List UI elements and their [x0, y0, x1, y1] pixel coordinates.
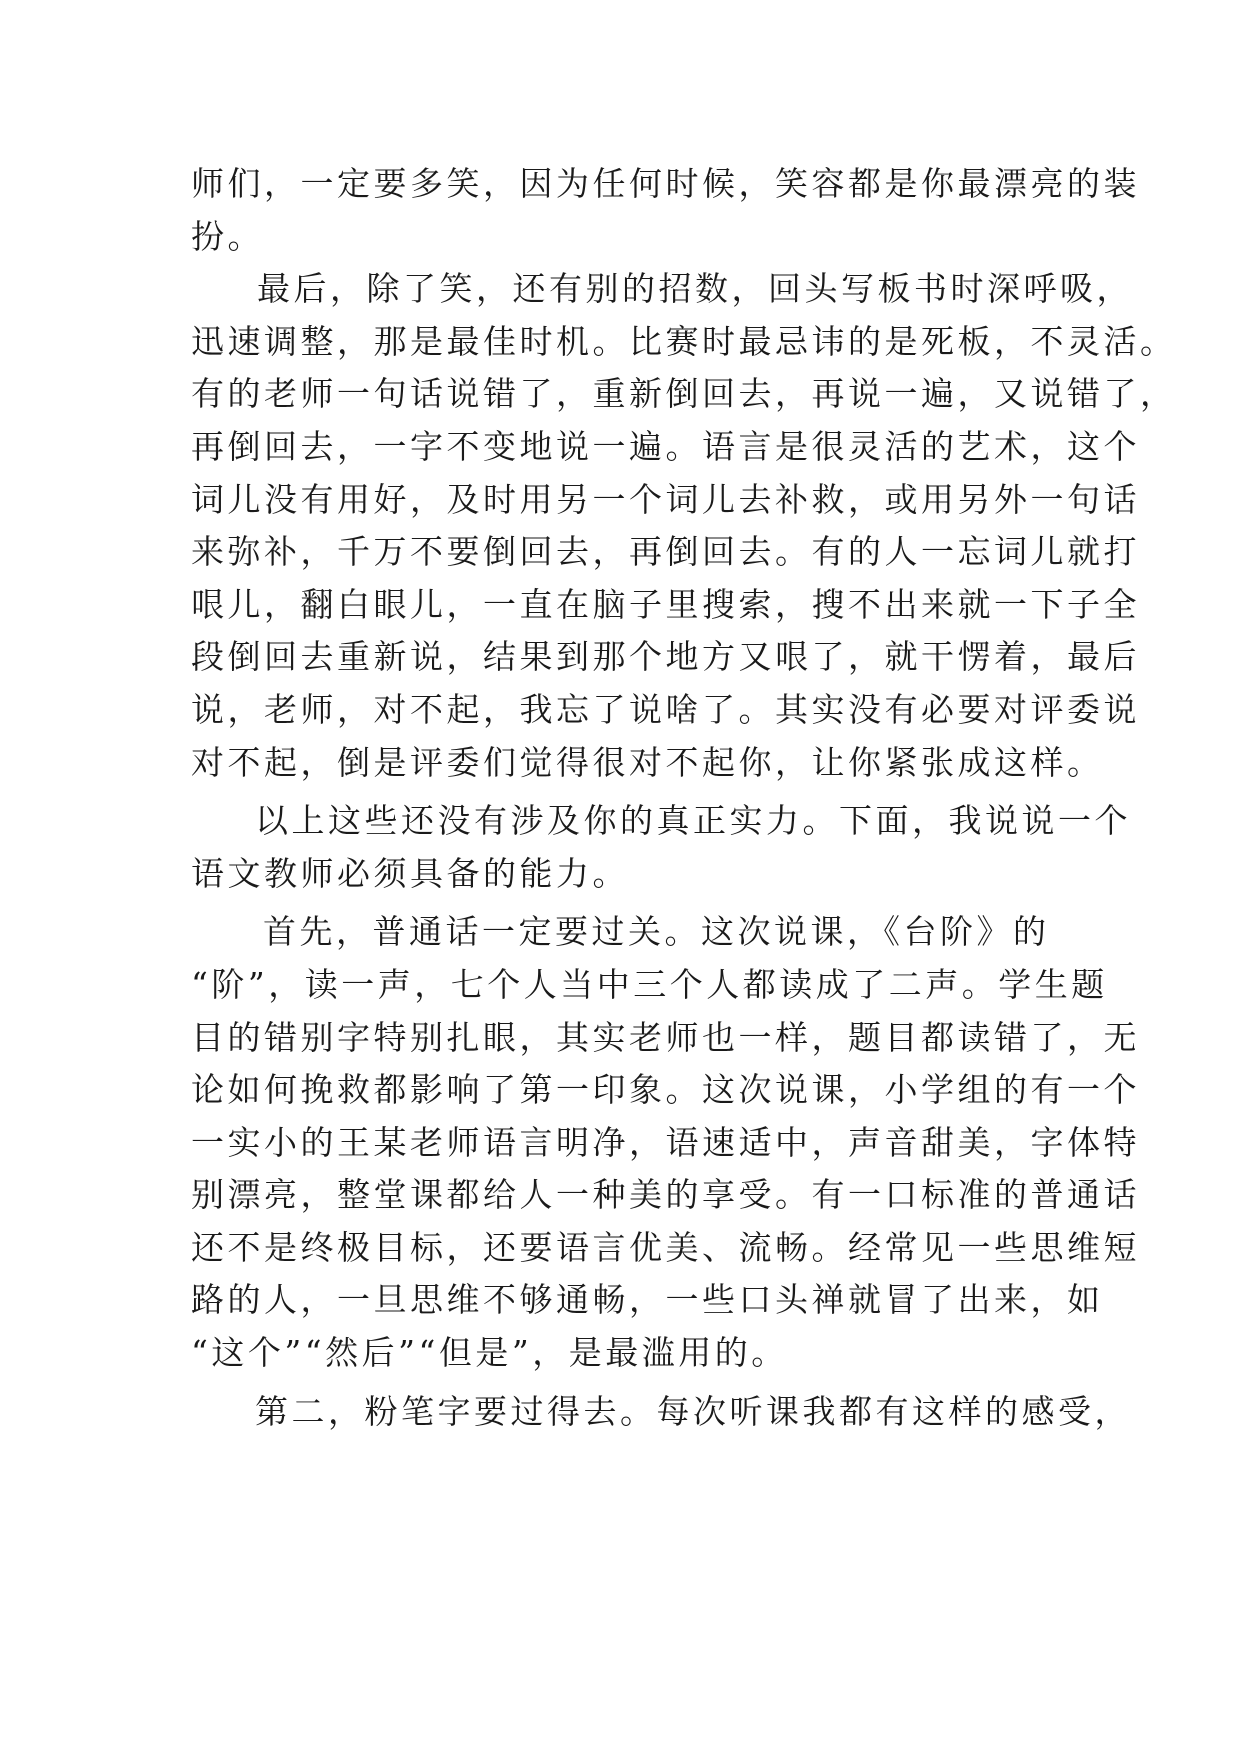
text-line-11: 说，老师，对不起，我忘了说啥了。其实没有必要对评委说 — [191, 689, 1140, 729]
text-line-4: 迅速调整，那是最佳时机。比赛时最忌讳的是死板，不灵活。 — [191, 321, 1177, 361]
text-line-16: “阶”，读一声，七个人当中三个人都读成了二声。学生题 — [191, 964, 1108, 1004]
text-line-20: 别漂亮，整堂课都给人一种美的享受。有一口标准的普通话 — [191, 1175, 1140, 1215]
text-line-9: 哏儿，翻白眼儿，一直在脑子里搜索，搜不出来就一下子全 — [191, 584, 1140, 624]
text-line-14: 语文教师必须具备的能力。 — [191, 853, 629, 893]
text-line-1: 师们，一定要多笑，因为任何时候，笑容都是你最漂亮的装 — [191, 164, 1140, 203]
text-line-8: 来弥补，千万不要倒回去，再倒回去。有的人一忘词儿就打 — [191, 532, 1140, 572]
body-text — [191, 158, 1177, 1438]
text-line-17: 目的错别字特别扎眼，其实老师也一样，题目都读错了，无 — [191, 1017, 1140, 1057]
text-line-13: 以上这些还没有涉及你的真正实力。下面，我说说一个 — [255, 801, 1131, 841]
text-line-22: 路的人，一旦思维不够通畅，一些口头禅就冒了出来，如 — [191, 1280, 1104, 1320]
text-line-15: 首先，普通话一定要过关。这次说课，《台阶》的 — [263, 912, 1050, 952]
text-line-24: 第二，粉笔字要过得去。每次听课我都有这样的感受， — [255, 1391, 1131, 1431]
text-line-19: 一实小的王某老师语言明净，语速适中，声音甜美，字体特 — [191, 1122, 1140, 1162]
text-line-5: 有的老师一句话说错了，重新倒回去，再说一遍，又说错了， — [191, 374, 1177, 414]
text-line-21: 还不是终极目标，还要语言优美、流畅。经常见一些思维短 — [191, 1227, 1140, 1267]
text-line-2: 扮。 — [191, 216, 264, 256]
text-line-3: 最后，除了笑，还有别的招数，回头写板书时深呼吸， — [257, 269, 1133, 309]
text-line-7: 词儿没有用好，及时用另一个词儿去补救，或用另外一句话 — [191, 479, 1140, 519]
text-line-6: 再倒回去，一字不变地说一遍。语言是很灵活的艺术，这个 — [191, 426, 1140, 466]
text-line-18: 论如何挽救都影响了第一印象。这次说课，小学组的有一个 — [191, 1070, 1140, 1110]
text-line-23: “这个”“然后”“但是”，是最滥用的。 — [191, 1333, 788, 1373]
text-line-12: 对不起，倒是评委们觉得很对不起你，让你紧张成这样。 — [191, 742, 1104, 782]
text-line-10: 段倒回去重新说，结果到那个地方又哏了，就干愣着，最后 — [191, 637, 1140, 677]
